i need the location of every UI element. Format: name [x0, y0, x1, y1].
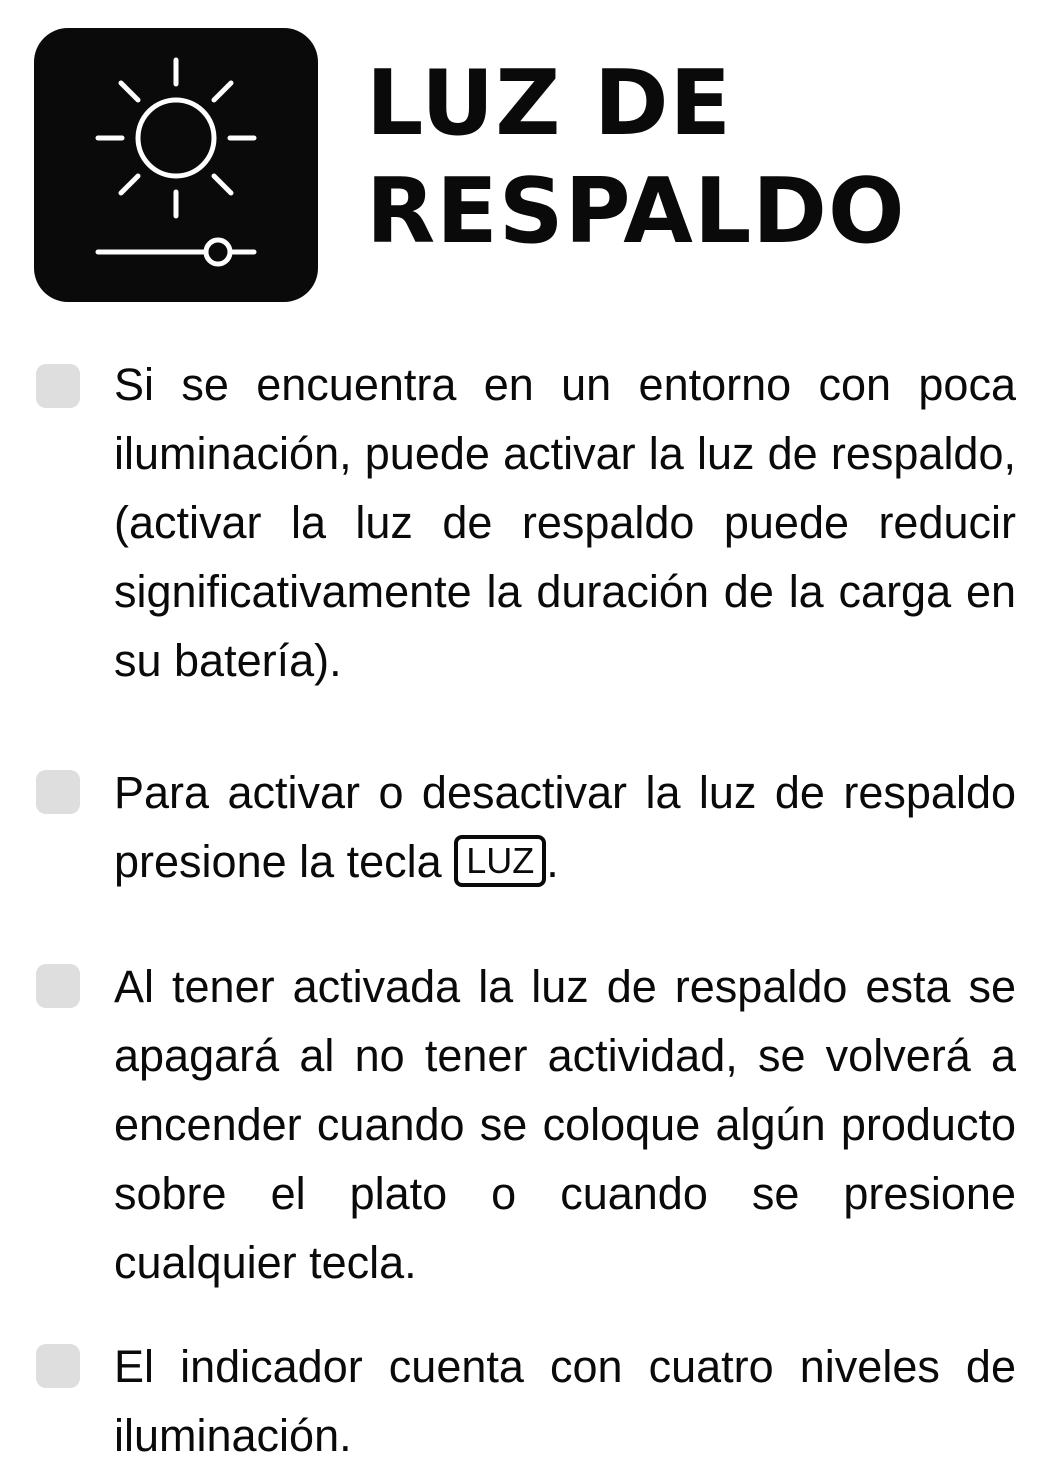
- page-title: [366, 50, 906, 266]
- item-text: [114, 758, 1016, 896]
- item-text-after-key: .: [546, 836, 559, 887]
- checkbox[interactable]: [36, 364, 80, 408]
- item-text: Al tener activada la luz de respaldo esta se apagará al no tener actividad, se volverá a encender cuando se coloque algún producto sobre el plato o cuando se presione cualquier tecla.: [114, 961, 1016, 1288]
- title-line-1: LUZ DE: [366, 51, 732, 156]
- checkbox[interactable]: [36, 1344, 80, 1388]
- item-text: Si se encuentra en un entorno con poca iluminación, puede activar la luz de respaldo, (activar la luz de respaldo puede reducir significativamente la duración de la carga en su batería).: [114, 359, 1016, 686]
- item-text: El indicador cuenta con cuatro niveles de iluminación.: [114, 1341, 1016, 1461]
- item-text-before-key: Para activar o desactivar la luz de respaldo presione la tecla: [114, 767, 1016, 887]
- header: [0, 0, 1060, 320]
- checkbox[interactable]: [36, 770, 80, 814]
- backlight-icon-tile: [34, 28, 318, 302]
- sun-brightness-slider-icon: [34, 28, 318, 302]
- checkbox[interactable]: [36, 964, 80, 1008]
- title-line-2: RESPALDO: [366, 159, 906, 264]
- luz-key: LUZ: [454, 835, 546, 887]
